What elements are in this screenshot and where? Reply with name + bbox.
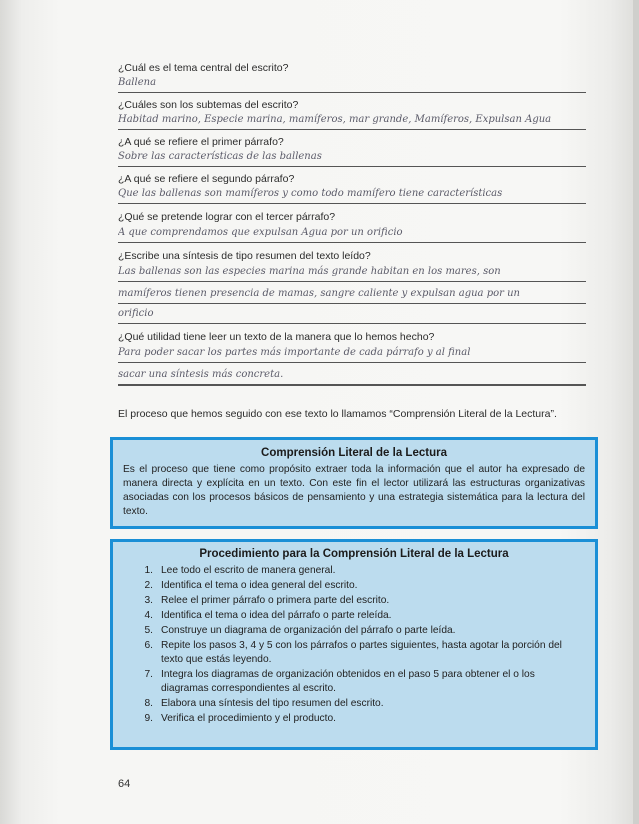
question-2: ¿Cuáles son los subtemas del escrito? (118, 99, 299, 111)
question-6: ¿Escribe una síntesis de tipo resumen del texto leído? (118, 250, 371, 262)
answer-3: Sobre las características de las ballenas (118, 148, 586, 167)
step-number: 3. (144, 595, 153, 607)
answer-5: A que comprendamos que expulsan Agua por un orificio (118, 224, 586, 243)
page-edge-shadow (633, 0, 639, 824)
procedure-step (123, 579, 585, 593)
definition-title: Comprensión Literal de la Lectura (261, 447, 447, 459)
procedure-step (123, 564, 585, 578)
procedure-step (123, 609, 585, 623)
step-text: Relee el primer párrafo o primera parte del escrito. (161, 595, 390, 607)
step-text: Repite los pasos 3, 4 y 5 con los párrafos o partes siguientes, hasta agotar la porción del texto que estás leyendo. (161, 640, 562, 665)
procedure-step (123, 668, 585, 695)
step-number: 8. (144, 697, 153, 709)
step-number: 6. (144, 640, 153, 652)
procedure-step (123, 697, 585, 711)
step-number: 1. (144, 565, 153, 576)
step-text: Elabora una síntesis del tipo resumen del escrito. (161, 697, 384, 709)
answer-6-line-3: orificio (118, 305, 586, 324)
page-number: 64 (118, 778, 131, 790)
question-3: ¿A qué se refiere el primer párrafo? (118, 136, 284, 148)
answer-6-line-2: mamíferos tienen presencia de mamas, sangre caliente y expulsan agua por un (118, 285, 586, 304)
question-5: ¿Qué se pretende lograr con el tercer párrafo? (118, 211, 336, 223)
procedure-step (123, 639, 585, 666)
answer-2: Habitad marino, Especie marina, mamíferos, mar grande, Mamíferos, Expulsan Agua (118, 111, 586, 130)
step-number: 5. (144, 625, 153, 637)
step-text: Construye un diagrama de organización del párrafo o parte leída. (161, 625, 456, 637)
procedure-steps (123, 564, 585, 725)
question-4: ¿A qué se refiere el segundo párrafo? (118, 173, 295, 185)
procedure-box (110, 539, 598, 750)
answer-6-line-1: Las ballenas son las especies marina más grande habitan en los mares, son (118, 263, 586, 282)
answer-7-line-2: sacar una síntesis más concreta. (118, 366, 586, 385)
answer-7-line-1: Para poder sacar los partes más importante de cada párrafo y al final (118, 344, 586, 363)
procedure-step (123, 624, 585, 638)
procedure-step (123, 712, 585, 726)
answer-4: Que las ballenas son mamíferos y como todo mamífero tiene características (118, 185, 586, 204)
step-text: Verifica el procedimiento y el producto. (161, 712, 336, 724)
step-text: Identifica el tema o idea del párrafo o parte releída. (161, 610, 392, 622)
step-number: 2. (144, 580, 153, 592)
procedure-step (123, 594, 585, 608)
step-number: 4. (144, 610, 153, 622)
step-number: 9. (144, 712, 153, 724)
question-1: ¿Cuál es el tema central del escrito? (118, 62, 289, 74)
answer-7-line-3 (118, 385, 586, 386)
definition-box (110, 437, 598, 529)
answer-1: Ballena (118, 74, 586, 93)
step-text: Identifica el tema o idea general del escrito. (161, 580, 358, 592)
step-number: 7. (144, 669, 153, 681)
process-statement: El proceso que hemos seguido con ese texto lo llamamos “Comprensión Literal de la Lectura”. (118, 408, 557, 420)
question-7: ¿Qué utilidad tiene leer un texto de la manera que lo hemos hecho? (118, 331, 435, 343)
step-text: Integra los diagramas de organización obtenidos en el paso 5 para obtener el o los diagramas correspondientes al escrito. (161, 669, 535, 694)
procedure-title: Procedimiento para la Comprensión Literal de la Lectura (199, 548, 509, 560)
definition-text: Es el proceso que tiene como propósito extraer toda la información que el autor ha expresado de manera directa y explícita en un texto. Con este fin el lector utilizará las estructuras organizativas asociadas con los procesos básicos de pensamiento y una estrategia sistemática para la lectura del texto. (123, 464, 585, 517)
step-text: Lee todo el escrito de manera general. (161, 565, 336, 576)
